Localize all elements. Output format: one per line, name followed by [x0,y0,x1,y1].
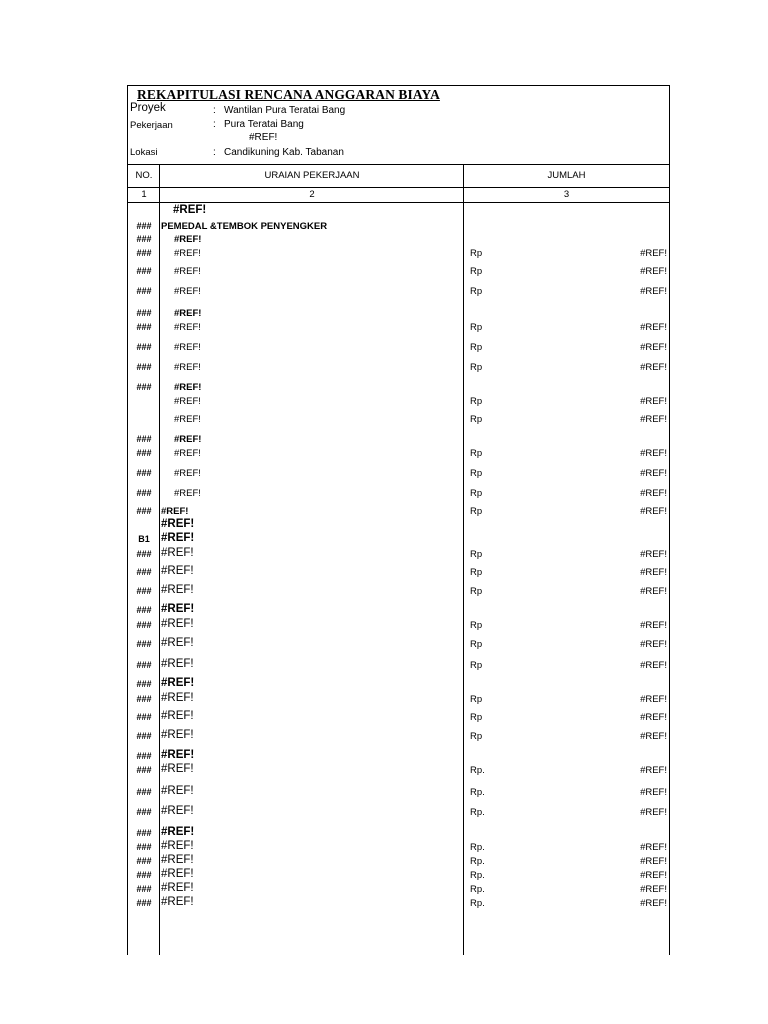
column-header-uraian: URAIAN PEKERJAAN [264,170,360,181]
row-description: #REF! [173,204,207,216]
row-description: #REF! [174,286,201,297]
lokasi-value: Candikuning Kab. Tabanan [224,147,344,158]
row-description: PEMEDAL &TEMBOK PENYENGKER [161,221,328,232]
table-row [128,603,669,617]
row-description: #REF! [161,805,194,817]
amount-value: #REF! [640,586,667,597]
table-row [128,565,669,579]
row-number: ### [136,639,152,649]
table-row [128,248,669,262]
table-row [128,234,669,248]
row-description: #REF! [174,448,201,459]
lokasi-label: Lokasi [130,147,158,158]
amount-value: #REF! [640,807,667,818]
row-description: #REF! [161,518,195,530]
amount-value: #REF! [640,396,667,407]
table-row [128,729,669,743]
table-row [128,763,669,777]
row-description: #REF! [161,547,194,559]
amount-value: #REF! [640,286,667,297]
currency-label: Rp. [470,842,485,853]
row-number: ### [136,807,152,817]
table-row [128,434,669,448]
table-row [128,854,669,868]
row-number: ### [136,448,152,458]
table-row [128,468,669,482]
row-description: #REF! [161,506,189,517]
row-description: #REF! [161,584,194,596]
row-number: ### [136,221,152,231]
row-description: #REF! [161,826,195,838]
amount-value: #REF! [640,414,667,425]
row-description: #REF! [161,868,194,880]
document-header [128,86,669,165]
table-row [128,637,669,651]
row-number: ### [136,712,152,722]
row-number: ### [136,842,152,852]
currency-label: Rp. [470,787,485,798]
currency-label: Rp [470,506,483,517]
row-number: ### [136,660,152,670]
row-number: ### [136,731,152,741]
table-row [128,692,669,706]
row-description: #REF! [161,637,194,649]
row-number: ### [136,362,152,372]
table-row [128,322,669,336]
row-number: ### [136,468,152,478]
currency-label: Rp. [470,870,485,881]
row-number: B1 [138,534,150,544]
table-row [128,785,669,799]
row-description: #REF! [174,322,201,333]
amount-value: #REF! [640,712,667,723]
table-row [128,677,669,691]
pekerjaan-colon: : [213,119,216,130]
table-row [128,518,669,532]
row-number: ### [136,567,152,577]
amount-value: #REF! [640,842,667,853]
table-row [128,584,669,598]
amount-value: #REF! [640,856,667,867]
row-description: #REF! [174,434,202,445]
currency-label: Rp [470,248,483,259]
pekerjaan-extra: #REF! [249,132,278,143]
currency-label: Rp [470,342,483,353]
amount-value: #REF! [640,506,667,517]
column-number-row [128,187,669,203]
currency-label: Rp. [470,856,485,867]
row-description: #REF! [161,896,194,908]
currency-label: Rp [470,414,483,425]
currency-label: Rp [470,567,483,578]
row-number: ### [136,620,152,630]
table-row [128,749,669,763]
proyek-label: Proyek [130,102,166,114]
table-row [128,204,669,218]
row-description: #REF! [174,396,201,407]
row-number: ### [136,694,152,704]
row-description: #REF! [161,565,194,577]
amount-value: #REF! [640,266,667,277]
row-number: ### [136,322,152,332]
amount-value: #REF! [640,448,667,459]
table-row [128,805,669,819]
currency-label: Rp [470,322,483,333]
table-row [128,882,669,896]
pekerjaan-label: Pekerjaan [130,120,173,131]
row-description: #REF! [161,763,194,775]
table-row [128,618,669,632]
amount-value: #REF! [640,362,667,373]
row-description: #REF! [161,677,195,689]
row-description: #REF! [161,749,195,761]
row-description: #REF! [161,618,194,630]
table-row [128,896,669,910]
proyek-colon: : [213,105,216,116]
currency-label: Rp. [470,898,485,909]
row-description: #REF! [174,468,201,479]
row-number: ### [136,605,152,615]
row-description: #REF! [174,266,201,277]
row-description: #REF! [161,710,194,722]
amount-value: #REF! [640,787,667,798]
table-row [128,286,669,300]
row-number: ### [136,898,152,908]
table-row [128,221,669,235]
column-header-no: NO. [135,170,153,181]
row-number: ### [136,434,152,444]
row-number: ### [136,679,152,689]
pekerjaan-value: Pura Teratai Bang [224,119,304,130]
table-row [128,868,669,882]
table-row [128,658,669,672]
amount-value: #REF! [640,488,667,499]
row-description: #REF! [161,882,194,894]
currency-label: Rp [470,396,483,407]
row-number: ### [136,248,152,258]
row-description: #REF! [161,603,195,615]
currency-label: Rp [470,660,483,671]
currency-label: Rp [470,448,483,459]
table-row [128,414,669,428]
currency-label: Rp [470,639,483,650]
table-row [128,396,669,410]
row-number: ### [136,787,152,797]
amount-value: #REF! [640,731,667,742]
row-number: ### [136,856,152,866]
column-header-row [128,165,669,188]
row-number: ### [136,586,152,596]
row-number: ### [136,308,152,318]
row-number: ### [136,342,152,352]
row-description: #REF! [161,785,194,797]
row-number: ### [136,765,152,775]
table-row [128,840,669,854]
amount-value: #REF! [640,765,667,776]
row-description: #REF! [174,248,201,259]
amount-value: #REF! [640,694,667,705]
table-row [128,826,669,840]
table-row [128,342,669,356]
row-description: #REF! [174,382,202,393]
currency-label: Rp [470,468,483,479]
row-number: ### [136,506,152,516]
currency-label: Rp. [470,884,485,895]
table-row [128,266,669,280]
amount-value: #REF! [640,468,667,479]
amount-value: #REF! [640,884,667,895]
row-description: #REF! [161,729,194,741]
row-number: ### [136,751,152,761]
amount-value: #REF! [640,342,667,353]
table-row [128,488,669,502]
document-title: REKAPITULASI RENCANA ANGGARAN BIAYA [137,87,440,102]
column-header-jumlah: JUMLAH [547,170,586,181]
row-number: ### [136,884,152,894]
table-row [128,382,669,396]
row-description: #REF! [161,658,194,670]
column-number-2: 2 [309,189,315,200]
amount-value: #REF! [640,898,667,909]
table-row [128,448,669,462]
row-description: #REF! [174,414,201,425]
row-number: ### [136,382,152,392]
amount-value: #REF! [640,620,667,631]
table-row [128,710,669,724]
amount-value: #REF! [640,549,667,560]
currency-label: Rp. [470,807,485,818]
row-description: #REF! [174,342,201,353]
amount-value: #REF! [640,567,667,578]
row-description: #REF! [161,532,195,544]
column-number-3: 3 [563,189,570,200]
row-description: #REF! [174,308,202,319]
lokasi-colon: : [213,147,216,158]
currency-label: Rp [470,586,483,597]
row-description: #REF! [161,692,194,704]
table-row [128,532,669,546]
currency-label: Rp [470,731,483,742]
table-row [128,308,669,322]
row-number: ### [136,286,152,296]
column-number-1: 1 [141,189,147,200]
amount-value: #REF! [640,870,667,881]
amount-value: #REF! [640,660,667,671]
amount-value: #REF! [640,639,667,650]
row-description: #REF! [174,488,201,499]
table-row [128,362,669,376]
currency-label: Rp [470,362,483,373]
row-description: #REF! [174,362,201,373]
currency-label: Rp. [470,765,485,776]
currency-label: Rp [470,488,483,499]
currency-label: Rp [470,549,483,560]
row-number: ### [136,488,152,498]
row-number: ### [136,266,152,276]
currency-label: Rp [470,712,483,723]
amount-value: #REF! [640,322,667,333]
currency-label: Rp [470,286,483,297]
row-number: ### [136,549,152,559]
table-row [128,547,669,561]
row-number: ### [136,870,152,880]
row-number: ### [136,828,152,838]
row-description: #REF! [174,234,202,245]
amount-value: #REF! [640,248,667,259]
currency-label: Rp [470,266,483,277]
proyek-value: Wantilan Pura Teratai Bang [224,105,346,116]
row-number: ### [136,234,152,244]
currency-label: Rp [470,694,483,705]
row-description: #REF! [161,854,194,866]
currency-label: Rp [470,620,483,631]
row-description: #REF! [161,840,194,852]
rab-sheet [127,85,670,955]
